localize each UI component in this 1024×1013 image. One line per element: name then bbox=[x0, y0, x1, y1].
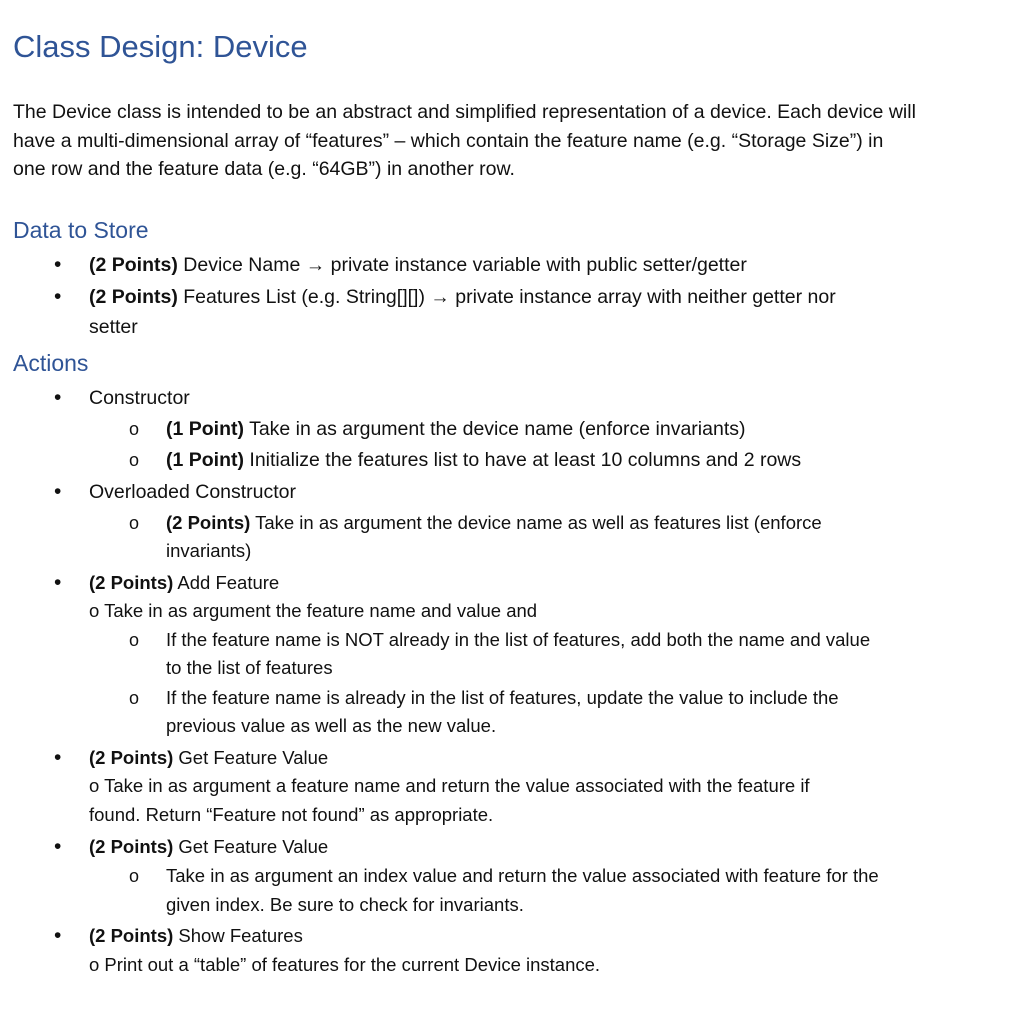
get-feature-by-index-label: (2 Points) Get Feature Value bbox=[89, 836, 329, 857]
overloaded-constructor-label: Overloaded Constructor bbox=[89, 481, 297, 503]
circle-bullet-icon: o bbox=[129, 513, 140, 533]
sub-item-continuation: previous value as well as the new value. bbox=[166, 715, 497, 736]
bullet-icon: • bbox=[54, 571, 62, 594]
sub-item-continuation: given index. Be sure to check for invariants. bbox=[166, 894, 524, 915]
sub-item-continuation: invariants) bbox=[166, 540, 252, 561]
actions-heading: Actions bbox=[13, 350, 89, 376]
bullet-icon: • bbox=[54, 285, 62, 308]
data-to-store-heading: Data to Store bbox=[13, 217, 149, 243]
circle-bullet-icon: o bbox=[129, 630, 140, 650]
add-feature-label: (2 Points) Add Feature bbox=[89, 572, 280, 593]
get-feature-by-name-label: (2 Points) Get Feature Value bbox=[89, 747, 329, 768]
add-feature-description: o Take in as argument the feature name and value and bbox=[89, 600, 538, 621]
sub-item: (2 Points) Take in as argument the device name as well as features list (enforce bbox=[166, 512, 822, 533]
circle-bullet-icon: o bbox=[129, 866, 140, 886]
page-title: Class Design: Device bbox=[13, 29, 308, 64]
intro-line: have a multi-dimensional array of “features” – which contain the feature name (e.g. “Storage Size”) in bbox=[13, 130, 884, 152]
show-features-label: (2 Points) Show Features bbox=[89, 925, 303, 946]
bullet-icon: • bbox=[54, 746, 62, 769]
sub-item: If the feature name is already in the list of features, update the value to include the bbox=[166, 687, 839, 708]
list-item: (2 Points) Device Name → private instance variable with public setter/getter bbox=[89, 254, 747, 276]
circle-bullet-icon: o bbox=[129, 688, 140, 708]
bullet-icon: • bbox=[54, 924, 62, 947]
show-features-description: o Print out a “table” of features for the current Device instance. bbox=[89, 954, 601, 975]
sub-item: (1 Point) Initialize the features list to have at least 10 columns and 2 rows bbox=[166, 449, 802, 471]
circle-bullet-icon: o bbox=[129, 419, 140, 439]
bullet-icon: • bbox=[54, 253, 62, 276]
get-feature-by-name-description: o Take in as argument a feature name and return the value associated with the feature if bbox=[89, 775, 810, 796]
bullet-icon: • bbox=[54, 386, 62, 409]
bullet-icon: • bbox=[54, 480, 62, 503]
bullet-icon: • bbox=[54, 835, 62, 858]
get-feature-by-name-description: found. Return “Feature not found” as appropriate. bbox=[89, 804, 494, 825]
sub-item-continuation: to the list of features bbox=[166, 657, 333, 678]
intro-line: one row and the feature data (e.g. “64GB”) in another row. bbox=[13, 158, 515, 180]
constructor-label: Constructor bbox=[89, 387, 190, 409]
circle-bullet-icon: o bbox=[129, 450, 140, 470]
sub-item: (1 Point) Take in as argument the device name (enforce invariants) bbox=[166, 418, 746, 440]
list-item-continuation: setter bbox=[89, 316, 138, 338]
sub-item: Take in as argument an index value and return the value associated with feature for the bbox=[166, 865, 879, 886]
list-item: (2 Points) Features List (e.g. String[][]) → private instance array with neither getter nor bbox=[89, 286, 836, 308]
intro-line: The Device class is intended to be an abstract and simplified representation of a device. Each device will bbox=[13, 101, 916, 123]
sub-item: If the feature name is NOT already in the list of features, add both the name and value bbox=[166, 629, 871, 650]
